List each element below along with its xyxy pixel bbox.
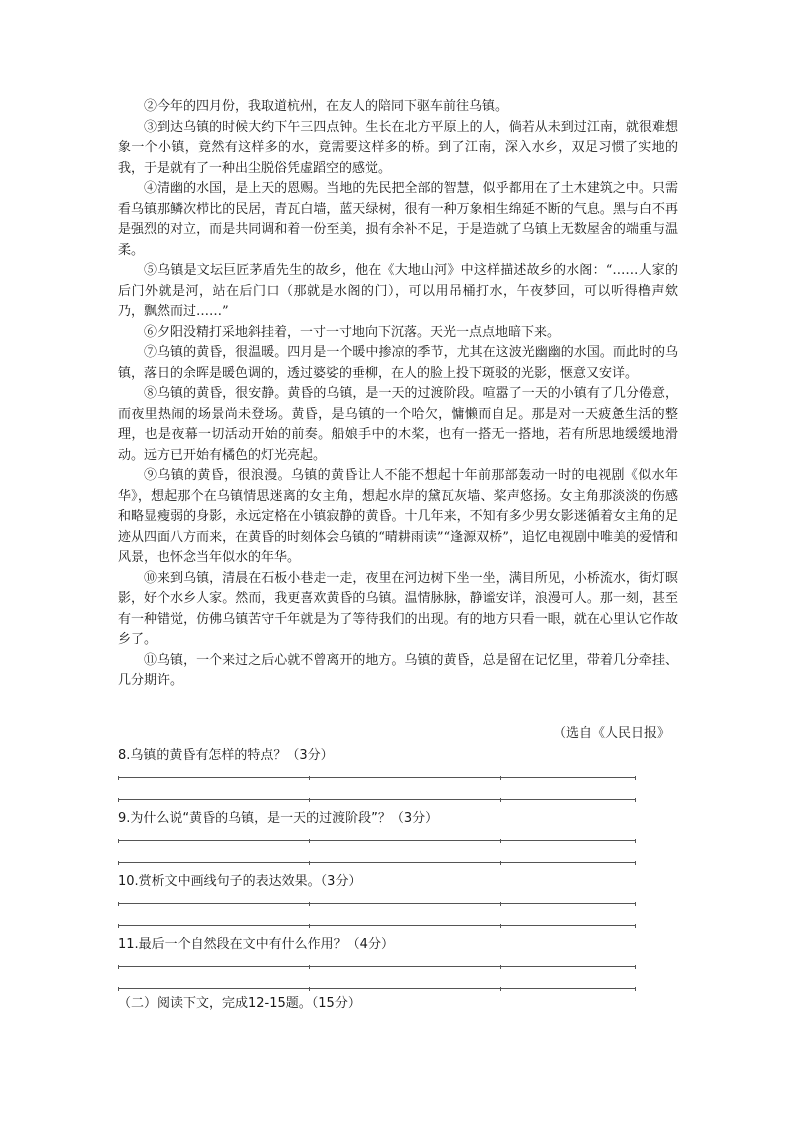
answer-line[interactable] <box>118 903 636 904</box>
answer-line-tick <box>635 839 636 843</box>
answer-line-tick <box>635 798 636 802</box>
answer-line[interactable] <box>118 862 636 863</box>
answer-line-tick <box>309 776 310 780</box>
answer-line-tick <box>635 987 636 991</box>
paragraph-11: ⑪乌镇，一个来过之后心就不曾离开的地方。乌镇的黄昏，总是留在记忆里，带着几分牵挂、几分期许。 <box>118 652 678 688</box>
answer-line-tick <box>118 839 119 843</box>
question-9: 9.为什么说“黄昏的乌镇，是一天的过渡阶段”？（3分） <box>118 811 439 826</box>
answer-line[interactable] <box>118 966 636 967</box>
paragraph-8: ⑧乌镇的黄昏，很安静。黄昏的乌镇，是一天的过渡阶段。喧嚣了一天的小镇有了几分倦意，而夜里热闹的场景尚未登场。黄昏，是乌镇的一个哈欠，慵懒而自足。那是对一天疲惫生活的整理，也是夜幕一切活动开始的前奏。船娘手中的木桨，也有一搭无一搭地，若有所思地缓缓地滑动。远方已开始有橘色的灯光亮起。 <box>118 386 678 463</box>
answer-line-tick <box>309 902 310 906</box>
question-10: 10.赏析文中画线句子的表达效果。（3分） <box>118 874 362 889</box>
answer-line-tick <box>118 902 119 906</box>
answer-line[interactable] <box>118 799 636 800</box>
answer-line-tick <box>309 987 310 991</box>
paragraph-4: ④清幽的水国，是上天的恩赐。当地的先民把全部的智慧，似乎都用在了土木建筑之中。只需看乌镇那鳞次栉比的民居，青瓦白墙，蓝天绿树，很有一种万象相生绵延不断的气息。黑与白不再是强烈的对立，而是共同调和着一份至美，损有余补不足，于是造就了乌镇上无数屋舍的端重与温柔。 <box>118 181 678 258</box>
paragraph-3: ③到达乌镇的时候大约下午三四点钟。生长在北方平原上的人，倘若从未到过江南，就很难想象一个小镇，竟然有这样多的水，竟需要这样多的桥。到了江南，深入水乡，双足习惯了实地的我，于是就有了一种出尘脱俗凭虚蹈空的感觉。 <box>118 119 678 176</box>
question-11: 11.最后一个自然段在文中有什么作用？（4分） <box>118 937 394 952</box>
answer-line-tick <box>500 776 501 780</box>
answer-line-tick <box>635 924 636 928</box>
answer-line-tick <box>118 798 119 802</box>
answer-line[interactable] <box>118 925 636 926</box>
answer-line-tick <box>309 965 310 969</box>
answer-line-tick <box>118 776 119 780</box>
answer-line-tick <box>118 965 119 969</box>
answer-line[interactable] <box>118 840 636 841</box>
answer-line-tick <box>635 965 636 969</box>
answer-line-tick <box>118 861 119 865</box>
answer-line-tick <box>500 798 501 802</box>
paragraph-2: ②今年的四月份，我取道杭州，在友人的陪同下驱车前往乌镇。 <box>144 99 509 114</box>
answer-line-tick <box>309 839 310 843</box>
answer-line-tick <box>118 924 119 928</box>
paragraph-7: ⑦乌镇的黄昏，很温暖。四月是一个暖中掺凉的季节，尤其在这波光幽幽的水国。而此时的乌镇，落日的余晖是暖色调的，透过婆娑的垂柳，在人的脸上投下斑驳的光影，惬意又安详。 <box>118 345 678 381</box>
answer-line-tick <box>500 924 501 928</box>
paragraph-5: ⑤乌镇是文坛巨匠茅盾先生的故乡，他在《大地山河》中这样描述故乡的水阁：“……人家的后门外就是河，站在后门口（那就是水阁的门），可以用吊桶打水，午夜梦回，可以听得橹声欸乃，飘然而过……” <box>118 263 678 319</box>
answer-line-tick <box>500 861 501 865</box>
answer-line-tick <box>635 861 636 865</box>
answer-line[interactable] <box>118 777 636 778</box>
paragraph-10: ⑩来到乌镇，清晨在石板小巷走一走，夜里在河边树下坐一坐，满目所见，小桥流水，街灯暝影，好个水乡人家。然而，我更喜欢黄昏的乌镇。温情脉脉，静谧安详，浪漫可人。那一刻，甚至有一种错觉，仿佛乌镇苦守千年就是为了等待我们的出现。有的地方只看一眼，就在心里认它作故乡了。 <box>118 570 678 647</box>
answer-line-tick <box>500 965 501 969</box>
answer-line-tick <box>500 987 501 991</box>
paragraph-6: ⑥夕阳没精打采地斜挂着，一寸一寸地向下沉落。天光一点点地暗下来。 <box>144 324 561 340</box>
answer-line-tick <box>500 902 501 906</box>
answer-line[interactable] <box>118 988 636 989</box>
answer-line-tick <box>635 776 636 780</box>
answer-line-tick <box>500 839 501 843</box>
source-citation: （选自《人民日报》 <box>552 726 670 741</box>
section-heading: （二）阅读下文，完成12-15题。（15分） <box>118 996 361 1011</box>
answer-line-tick <box>309 924 310 928</box>
question-8: 8.乌镇的黄昏有怎样的特点？（3分） <box>118 748 334 763</box>
reading-passage <box>118 97 678 692</box>
answer-line-tick <box>309 861 310 865</box>
answer-line-tick <box>309 798 310 802</box>
answer-line-tick <box>118 987 119 991</box>
answer-line-tick <box>635 902 636 906</box>
paragraph-9: ⑨乌镇的黄昏，很浪漫。乌镇的黄昏让人不能不想起十年前那部轰动一时的电视剧《似水年华》，想起那个在乌镇情思迷离的女主角，想起水岸的黛瓦灰墙、桨声悠扬。女主角那淡淡的伤感和略显瘦弱的身影，永远定格在小镇寂静的黄昏。十几年来，不知有多少男女影迷循着女主角的足迹从四面八方而来，在黄昏的时刻体会乌镇的“晴耕雨读”“逢源双桥”，追忆电视剧中唯美的爱情和风景，也怀念当年似水的年华。 <box>118 468 678 565</box>
